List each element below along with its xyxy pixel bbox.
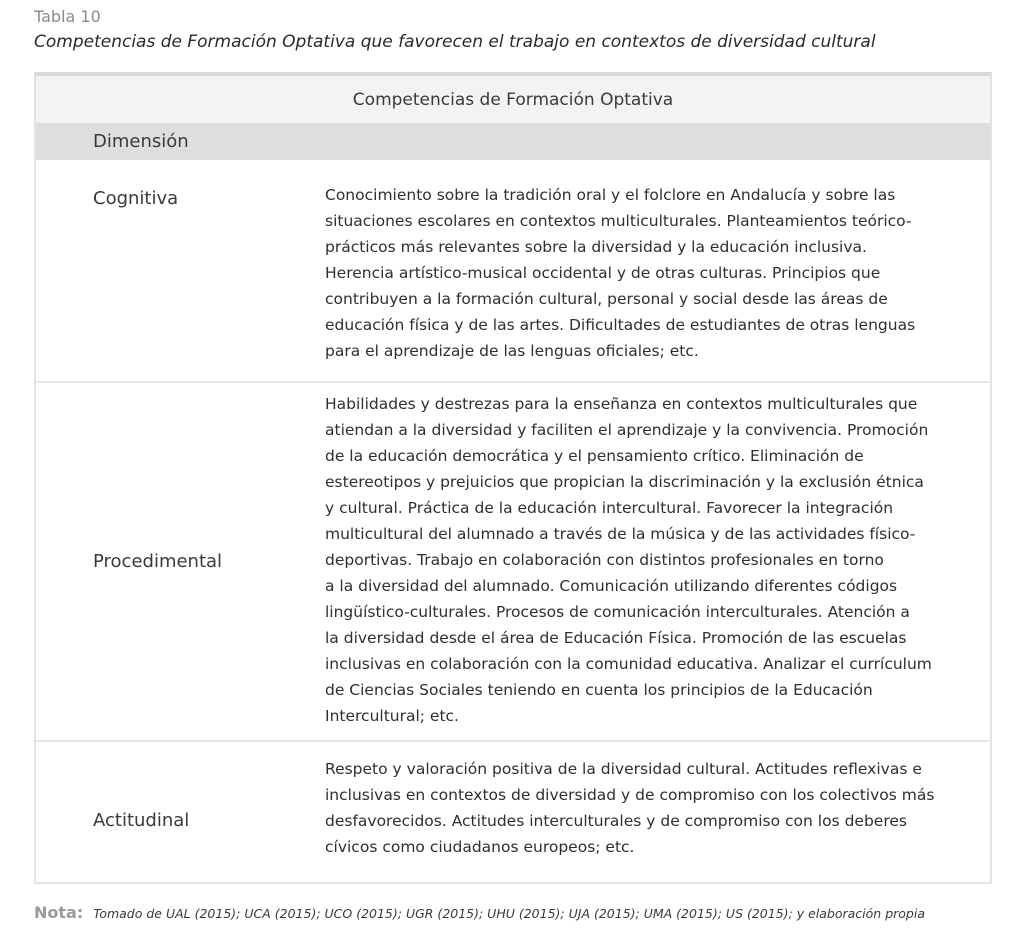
competency-text: Respeto y valoración positiva de la diversidad cultural. Actitudes reflexivas e inclusivas en contextos de diversidad y de compromiso con los colectivos más desfavorecidos. Actitudes interculturales y de compromiso con los deberes cívicos como ciudadanos europeos; etc. xyxy=(325,760,935,856)
table-row-procedimental xyxy=(36,383,990,741)
dimension-label: Procedimental xyxy=(93,551,223,572)
table-note xyxy=(34,903,925,922)
competency-text: Conocimiento sobre la tradición oral y el folclore en Andalucía y sobre las situaciones escolares en contextos multiculturales. Planteamientos teórico- prácticos más relevantes sobre la diversidad y la educación inclusiva. Herencia artístico-musical occidental y de otras culturas. Principios que contribuyen a la formación cultural, personal y social desde las áreas de educación física y de las artes. Dificultades de estudiantes de otras lenguas para el aprendizaje de las lenguas oficiales; etc. xyxy=(325,186,916,360)
table-number: Tabla 10 xyxy=(34,7,101,26)
table-row-cognitiva xyxy=(36,160,990,382)
competency-text: Habilidades y destrezas para la enseñanza en contextos multiculturales que atiendan a la diversidad y faciliten el aprendizaje y la convivencia. Promoción de la educación democrática y el pensamiento crítico. Eliminación de estereotipos y prejuicios que propician la discriminación y la exclusión étnica y cultural. Práctica de la educación intercultural. Favorecer la integración multicultural del alumnado a través de la música y de las actividades físico- deportivas. Trabajo en colaboración con distintos profesionales en torno a la diversidad del alumnado. Comunicación utilizando diferentes códigos lingüístico-culturales. Procesos de comunicación interculturales. Atención a la diversidad desde el área de Educación Física. Promoción de las escuelas inclusivas en colaboración con la comunidad educativa. Analizar el currículum de Ciencias Sociales teniendo en cuenta los principios de la Educación Intercultural; etc. xyxy=(325,395,932,725)
dimension-header-row xyxy=(36,123,990,160)
dimension-label: Actitudinal xyxy=(93,810,190,831)
table-row-actitudinal xyxy=(36,742,990,882)
note-label: Nota: xyxy=(34,903,84,922)
dimension-label: Cognitiva xyxy=(93,188,179,209)
competencies-table xyxy=(34,72,992,884)
table-header: Competencias de Formación Optativa xyxy=(352,89,674,110)
dimension-header: Dimensión xyxy=(93,131,189,152)
table-title: Competencias de Formación Optativa que favorecen el trabajo en contextos de diversidad cultural xyxy=(34,32,876,52)
note-text: Tomado de UAL (2015); UCA (2015); UCO (2015); UGR (2015); UHU (2015); UJA (2015); UMA (2015); US (2015); y elaboración propia xyxy=(93,906,925,921)
table-header-row xyxy=(36,76,990,123)
